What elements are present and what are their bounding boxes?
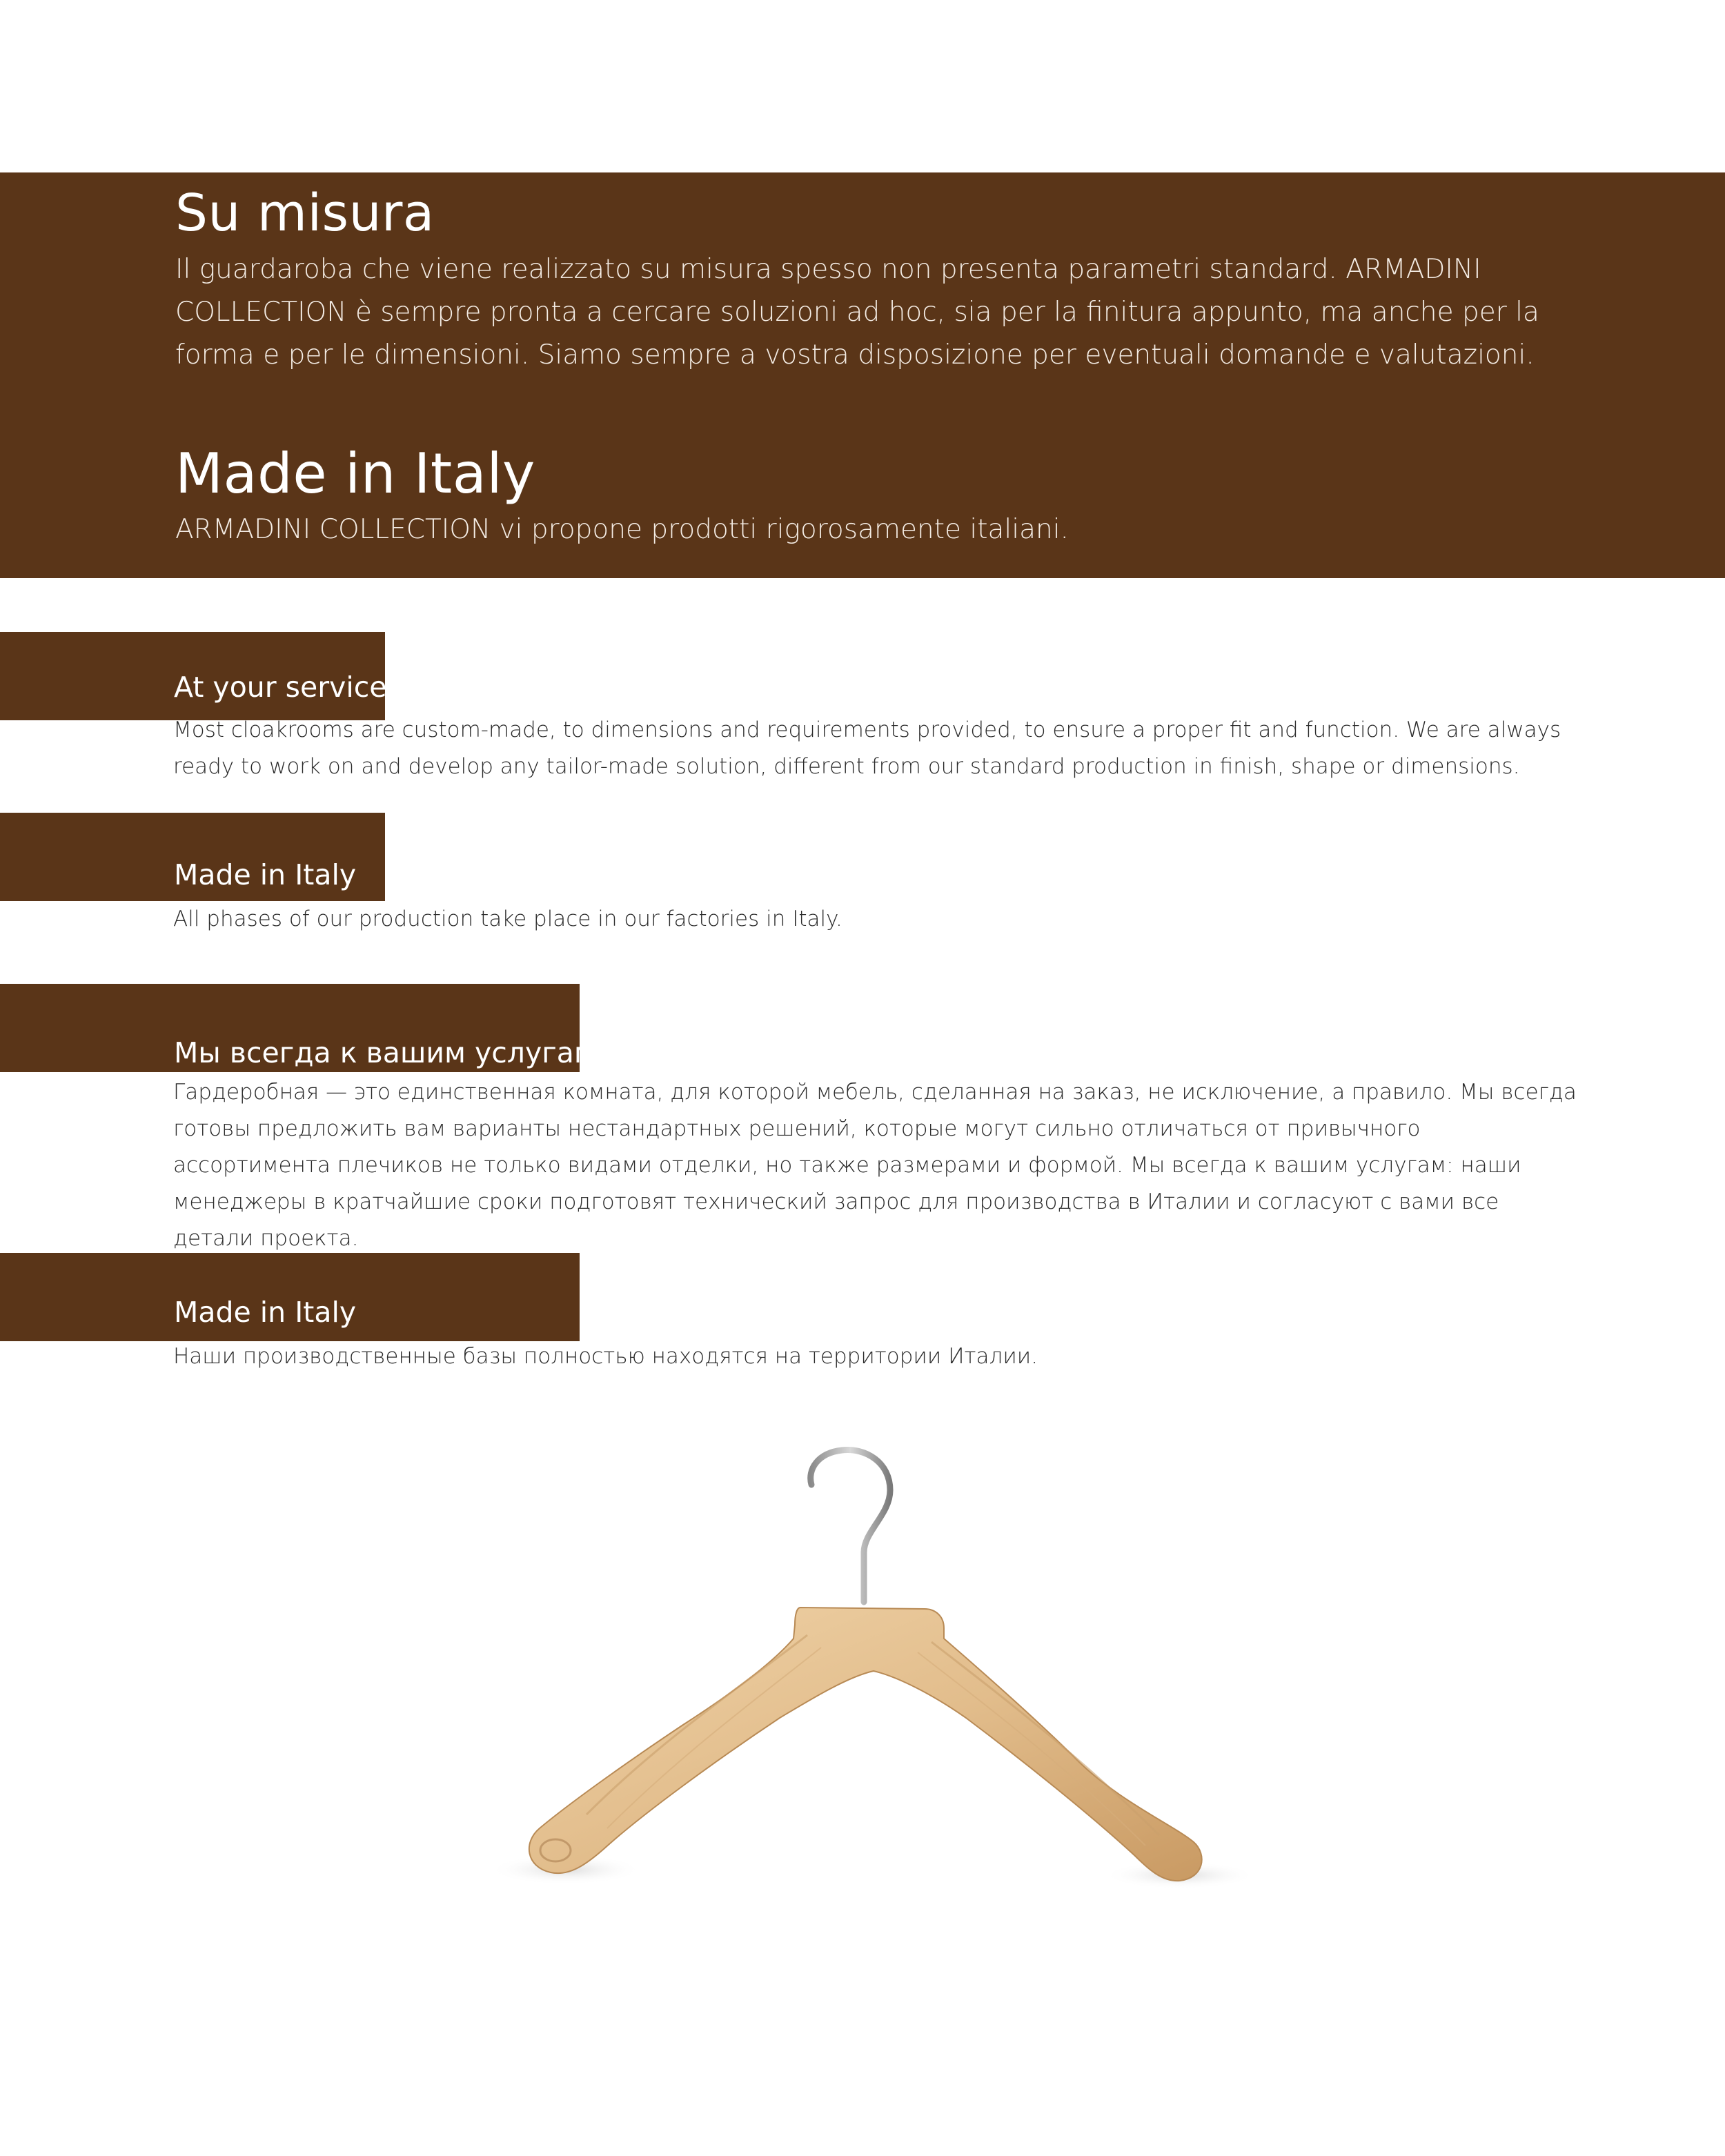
hero-paragraph-su-misura: Il guardaroba che viene realizzato su misura spesso non presenta parametri standard. ARMADINI COLLECTION è sempre pronta a cercare soluzioni ad hoc, sia per la finitura appunto, ma anche per la forma e per le dimensioni. Siamo sempre a vostra disposizione per eventuali domande e valutazioni.	[175, 254, 1539, 370]
section-text-italy-en: All phases of our production take place in our factories in Italy.	[173, 907, 842, 931]
section-text-ru-service: Гардеробная — это единственная комната, для которой мебель, сделанная на заказ, не исключение, а правило. Мы всегда готовы предложить вам варианты нестандартных решений, которые могут сильно отличаться от привычного ассортимента плечиков не только видами отделки, но также размерами и формой. Мы всегда к вашим услугам: наши менеджеры в кратчайшие сроки подготовят технический запрос для производства в Италии и согласуют с вами все детали проекта.	[173, 1080, 1577, 1251]
section-title-italy-en: Made in Italy	[174, 858, 357, 891]
section-title-ru-service: Мы всегда к вашим услугам	[174, 1036, 595, 1069]
section-tab-italy-ru	[0, 1253, 580, 1341]
section-text-italy-ru: Наши производственные базы полностью находятся на территории Италии.	[173, 1344, 1038, 1369]
hero-title-su-misura: Su misura	[175, 184, 435, 243]
hero-paragraph-made-in-italy: ARMADINI COLLECTION vi propone prodotti rigorosamente italiani.	[175, 514, 1069, 545]
section-title-italy-ru: Made in Italy	[174, 1296, 357, 1329]
hero-title-made-in-italy: Made in Italy	[175, 442, 535, 506]
hero-banner	[0, 172, 1725, 578]
section-tab-ru-service	[0, 984, 595, 1072]
section-text-service: Most cloakrooms are custom-made, to dimensions and requirements provided, to ensure a proper fit and function. We are always ready to work on and develop any tailor-made solution, different from our standard production in finish, shape or dimensions.	[173, 718, 1561, 779]
section-tab-service	[0, 632, 385, 720]
wooden-hanger-image	[483, 1428, 1304, 1911]
section-title-service: At your service	[174, 671, 387, 704]
section-tab-italy-en	[0, 813, 385, 901]
